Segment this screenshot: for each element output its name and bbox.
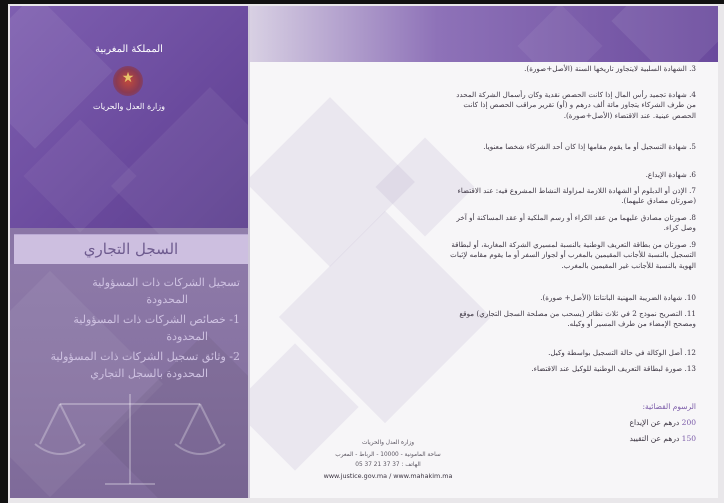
fee-row	[630, 434, 696, 443]
section-title: السجل التجاري	[83, 240, 179, 258]
fee-row	[629, 418, 696, 427]
document-item-11: 11. التصريح نموذج 2 في ثلاث نظائر (يسحب من مصلحة السجل التجاري) موقع ومصحح الإمضاء من طرف المسير أو وكيله.	[459, 309, 696, 329]
fee-amount: 200	[681, 418, 696, 427]
fees-title: الرسوم القضائية:	[642, 402, 696, 411]
top-edge	[0, 0, 724, 4]
left-edge	[0, 0, 8, 503]
fee-text: درهم عن الإيداع	[629, 418, 680, 427]
document-item-9: 9. صورتان من بطاقة التعريف الوطنية بالنسبة لمسيري الشركة المغاربة، أو لبطاقة التسجيل بالنسبة للأجانب المقيمين بالمغرب أو لجواز السفر أو ما يقوم مقامه لإثبات الهوية بالنسبة للأجانب غير المقيمين بالمغرب.	[450, 240, 696, 270]
document-item-3: 3. الشهادة السلبية لايتجاوز تاريخها السنة (الأصل+صورة).	[524, 64, 696, 73]
menu-item-2: 2- وثائق تسجيل الشركات ذات المسؤولية	[50, 350, 240, 363]
scales-of-justice-icon	[30, 384, 230, 494]
right-panel	[250, 6, 718, 498]
document-item-13: 13. صورة لبطاقة التعريف الوطنية للوكيل عند الاقتضاء.	[531, 364, 696, 373]
menu-item-1-cont: المحدودة	[166, 330, 208, 343]
document-item-5: 5. شهادة التسجيل أو ما يقوم مقامها إذا كان أحد الشركاء شخصا معنويا.	[483, 142, 696, 151]
emblem-star-icon: ★	[121, 70, 135, 86]
footer-phone: الهاتف : 37 37 21 37 05	[355, 462, 421, 468]
document-item-12: 12. أصل الوكالة في حالة التسجيل بواسطة وكيل.	[548, 348, 696, 357]
footer-address: ساحة المامونية - 10000 - الرباط - المغرب	[335, 452, 441, 458]
left-lower-panel	[10, 264, 248, 498]
fee-amount: 150	[681, 434, 696, 443]
menu-heading: تسجيل الشركات ذات المسؤولية	[92, 276, 240, 289]
document-item-10: 10. شهادة الضريبة المهنية البانتانتا (الأصل+ صورة).	[540, 293, 696, 302]
left-header	[10, 6, 248, 228]
right-banner	[250, 6, 718, 62]
menu-item-1: 1- خصائص الشركات ذات المسؤولية	[73, 313, 240, 326]
footer-websites: www.justice.gov.ma / www.mahakim.ma	[323, 472, 453, 480]
ministry-name: وزارة العدل والحريات	[93, 102, 165, 111]
section-title-band	[14, 234, 248, 265]
document-item-8: 8. صورتان مصادق عليهما من عقد الكراء أو رسم الملكية أو عقد المساكنة أو آخر وصل كراء.	[456, 213, 696, 233]
fee-text: درهم عن التقييد	[629, 434, 680, 443]
footer-org: وزارة العدل والحريات	[361, 440, 415, 446]
kingdom-name: المملكة المغربية	[95, 44, 163, 55]
document-item-4: 4. شهادة تجميد رأس المال إذا كانت الحصص نقدية وكان رأسمال الشركة المحدد من طرف الشركاء يتجاوز مائة ألف درهم و (أو) تقرير مراقب الحصص إذا كانت الحصص عينية. عند الاقتضاء (الأصل+صورة).	[456, 90, 696, 120]
document-item-7: 7. الإذن أو الدبلوم أو الشهادة اللازمة لمزاولة النشاط المشروع فيه: عند الاقتضاء (صورتان مصادق عليهما).	[457, 186, 696, 206]
content-area	[250, 62, 718, 498]
left-panel	[10, 6, 248, 498]
decor-square	[10, 6, 113, 149]
menu-item-2-cont: المحدودة بالسجل التجاري	[90, 367, 208, 380]
document-item-6: 6. شهادة الإيداع.	[645, 170, 696, 179]
menu-heading-cont: المحدودة	[146, 293, 188, 306]
